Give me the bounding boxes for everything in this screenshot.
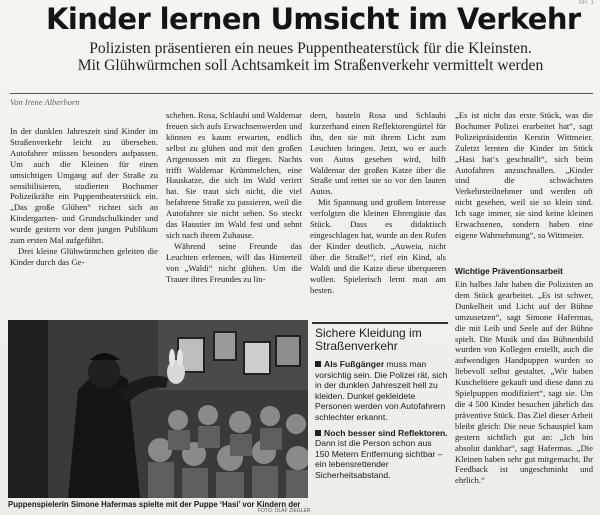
header-rule <box>10 93 593 94</box>
paragraph: Ein halbes Jahr haben die Polizisten an dem Stück gearbeitet. „Es ist schwer, Dunkelheit und Licht auf der Bühne umzusetzen“, sagt Simone Hafermas, die mit Leib und Seele auf der Bühne spielt. Die Musik und das Bühnenbild wurden von Kollegen erstellt, auch die aufwendigen Handpuppen wurden so liebevoll selbst gestaltet. „Wir haben Kuscheltiere gekauft und diese dann zu Spielpuppen modifiziert“, sagt sie. Um die 4 500 Kinder besuchen jährlich das präventive Stück. Das Ziel dieser Arbeit bleibt gleich: Die neue Schauspiel kam gestern sichtlich gut an: „Ich bin absolut dankbar“, sagt Hafermas. „Die Kleinen haben sehr gut mitgemacht. Ihr Feedback ist ungeschminkt und ehrlich.“ <box>455 279 593 486</box>
subheadline-line-1: Polizisten präsentieren ein neues Puppentheaterstück für die Kleinsten. <box>89 40 532 57</box>
bullet-square-icon <box>315 430 321 436</box>
article-column-4-continued <box>455 279 593 505</box>
info-box-item-lead: Noch besser sind Reflektoren. <box>324 427 448 438</box>
article-column-2 <box>166 110 302 316</box>
paragraph: schehen. Rosa, Schlaubi und Waldemar freuen sich aufs Erwachsenwerden und können es kaum erwarten, endlich selbst zu glühen und mit den großen Artgenossen mit zu fliegen. Nachts trifft Waldemar Krümmelchen, eine Hauskatze, die sich im Wald verirrt hat. Sie traut sich nicht, die viel befahrene Straße zu passieren, weil die Autofahrer sie nicht sehen. So steckt das Haustier im Wald fest und sehnt sich nach ihrem Zuhause. <box>166 110 302 240</box>
byline: Von Irene Alberborn <box>10 97 80 107</box>
info-box-title-line-2: Straßenverkehr <box>315 339 398 353</box>
info-box-item <box>315 359 448 423</box>
paragraph: dern, basteln Rosa und Schlaubi kurzerhand einen Reflektorengürtel für ihn, den sie mit ihrem Licht zum Leuchten bringen. Jetzt, wo er auch von Autos gesehen wird, hilft Waldemar der großen Katze über die Straße und rettet sie so vor den lauten Autos. <box>310 110 446 197</box>
article-column-1 <box>10 126 158 316</box>
photo-credit: FOTO: OLAF ZIEGLER <box>258 508 311 514</box>
subheadline <box>38 40 583 74</box>
info-box-title-line-1: Sichere Kleidung im <box>315 326 422 340</box>
paragraph: Während seine Freunde das Leuchten erlernen, will das Hinterteil von „Waldi“ nicht glühen. Um die Trauer ihres Freundes zu lin- <box>166 240 302 284</box>
paragraph: In der dunklen Jahreszeit sind Kinder im Straßenverkehr leicht zu übersehen. Autofahrer müssen besonders aufpassen. Um auch die Kleinen für einen umsichtigen Umgang auf der Straße zu sensibilisieren, studierten Bochumer Polizeikräfte ein Puppentheaterstück ein. „Das große Glühen“ richtet sich an Kindergarten- und Grundschulkinder und wurde gestern vor dem jungen Publikum zum ersten Mal aufgeführt. <box>10 126 158 246</box>
info-box-item-text: muss man vorsichtig sein. Die Polizei rät, sich in der dunklen Jahreszeit hell zu kleiden. Dunkel gekleidete Personen werden von Autofahrern schlechter erkannt. <box>315 359 448 422</box>
info-box-item-text: Dann ist die Person schon aus 150 Metern Entfernung sichtbar – ein lebensrettender Sicherheitsabstand. <box>315 438 443 480</box>
puppet-theater-photo <box>8 320 308 498</box>
subheadline-line-2: Mit Glühwürmchen soll Achtsamkeit im Straßenverkehr vermittelt werden <box>77 57 544 74</box>
info-box-item-lead: Als Fußgänger <box>324 359 385 369</box>
article-column-3 <box>310 110 446 306</box>
paragraph: Drei kleine Glühwürmchen geleiten die Kinder durch das Ge- <box>10 245 158 267</box>
headline: Kinder lernen Umsicht im Verkehr <box>46 2 581 36</box>
info-box-title <box>315 327 448 353</box>
page-meta: NR. 1 <box>578 0 594 6</box>
bullet-square-icon <box>315 361 321 367</box>
photo-caption: Puppenspielerin Simone Hafermas spielte mit der Puppe ‘Hasi’ vor Kindern der <box>8 500 301 509</box>
section-heading: Wichtige Präventionsarbeit <box>455 266 563 276</box>
article-column-4 <box>455 110 593 258</box>
article-photo <box>8 320 308 498</box>
paragraph: „Es ist nicht das erste Stück, was die Bochumer Polizei erarbeitet hat“, sagt Polizeipräsidentin Kerstin Wittmeier. Zuletzt lernten die Kinder im Stück „Hasi hat‘s geschnallt“, sich beim Autofahren anzuschnallen. „Kinder sind die schwächsten Verkehrsteilnehmer und werden oft nicht gesehen, weil sie so klein sind. Ich sage immer, sie sind keine kleinen Erwachsenen, sondern haben eine eigene Wahrnehmung“, so Wittmeier. <box>455 110 593 240</box>
info-box-item <box>315 428 448 481</box>
paragraph: Mit Spannung und großem Interesse verfolgten die kleinen Ehrengäste das Stück. Dass es didaktisch eingeschlagen hat, wurde an den Rufen der Kinder deutlich. „Auweia, nicht über die Straße!“, rief ein Kind, als Waldi und die Katze diese überqueren wollen. Spielerisch lernt man am besten. <box>310 197 446 295</box>
info-box <box>312 322 448 514</box>
